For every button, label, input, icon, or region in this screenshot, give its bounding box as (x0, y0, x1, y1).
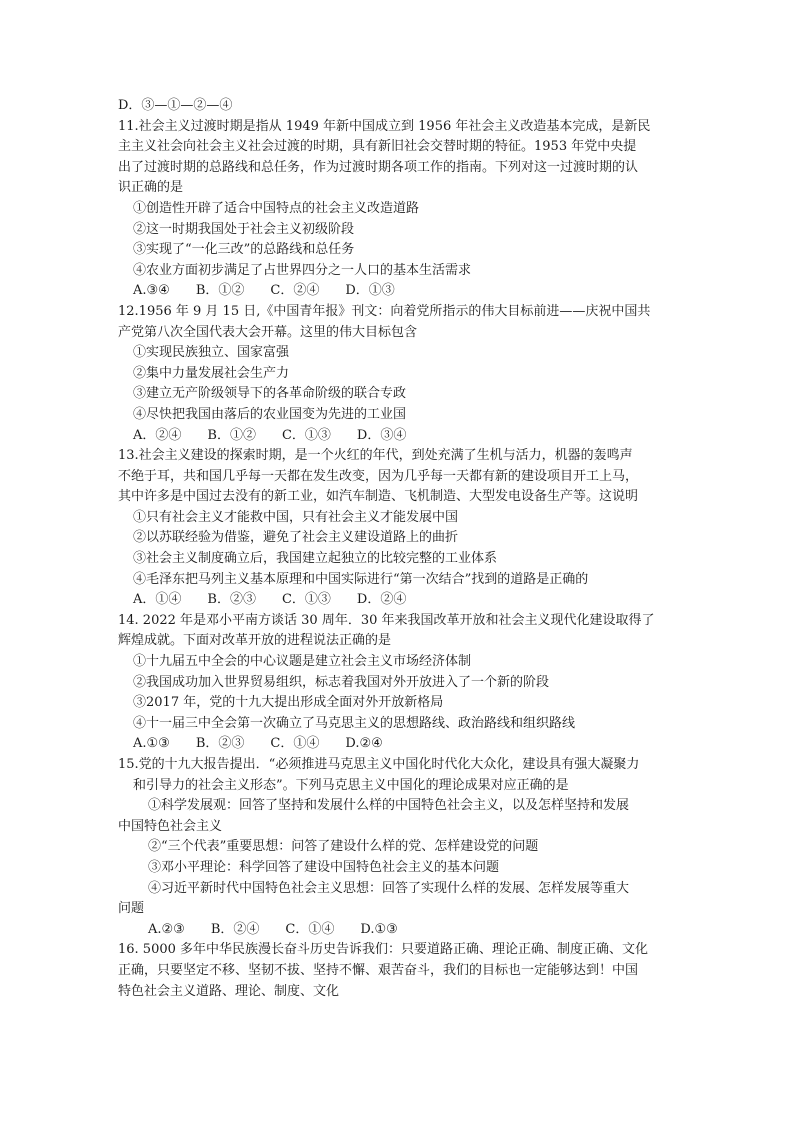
statement-item: ②以苏联经验为借鉴，避免了社会主义建设道路上的曲折 (133, 530, 459, 546)
previous-question-answer-tail: D．③—①—②—④ (118, 98, 233, 113)
question-stem-line: 主主义社会向社会主义社会过渡的时期，具有新旧社会交替时期的特征。1953 年党中央提 (118, 139, 637, 155)
option-c[interactable]: C．①④ (270, 736, 320, 752)
option-c[interactable]: C．②④ (270, 283, 320, 299)
statement-item: ②这一时期我国处于社会主义初级阶段 (133, 221, 355, 237)
answer-options (118, 734, 678, 755)
statement-item: ④尽快把我国由落后的农业国变为先进的工业国 (133, 406, 407, 422)
option-d[interactable]: D．③④ (356, 427, 407, 443)
question-stem-line: 11.社会主义过渡时期是指从 1949 年新中国成立到 1956 年社会主义改造基本完成，是新民 (118, 118, 651, 134)
statement-item: ④毛泽东把马列主义基本原理和中国实际进行“第一次结合”找到的道路是正确的 (133, 571, 589, 587)
statement-item: ③社会主义制度确立后，我国建立起独立的比较完整的工业体系 (133, 551, 498, 567)
option-d[interactable]: D．①③ (345, 283, 395, 299)
statement-item: ④十一届三中全会第一次确立了马克思主义的思想路线、政治路线和组织路线 (133, 715, 576, 731)
statement-item: ③建立无产阶级领导下的各革命阶级的联合专政 (133, 386, 407, 402)
statement-item: ①只有社会主义才能救中国，只有社会主义才能发展中国 (133, 509, 459, 525)
statement-item: ②我国成功加入世界贸易组织，标志着我国对外开放进入了一个新的阶段 (133, 674, 550, 690)
statement-item-continued: 中国特色社会主义 (118, 818, 223, 834)
option-b[interactable]: B．②③ (195, 736, 245, 752)
statement-item: ②集中力量发展社会生产力 (133, 365, 290, 381)
question-stem-line: 13.社会主义建设的探索时期，是一个火红的年代，到处充满了生机与活力，机器的轰鸣声 (118, 448, 633, 464)
statement-item: ④农业方面初步满足了占世界四分之一人口的基本生活需求 (133, 262, 472, 278)
statement-item: ①实现民族独立、国家富强 (133, 345, 290, 361)
question-stem-line: 14. 2022 年是邓小平南方谈话 30 周年．30 年来我国改革开放和社会主义现代化建设取得了 (118, 612, 655, 628)
statement-item: ①十九届五中全会的中心议题是建立社会主义市场经济体制 (133, 654, 472, 670)
statement-item: ④习近平新时代中国特色社会主义思想：回答了实现什么样的发展、怎样发展等重大 (148, 880, 630, 896)
option-a[interactable]: A．①④ (133, 592, 182, 608)
option-a[interactable]: A．②④ (133, 427, 182, 443)
option-a[interactable]: A.③④ (133, 283, 170, 299)
statement-item: ①创造性开辟了适合中国特点的社会主义改造道路 (133, 200, 420, 216)
option-c[interactable]: C．①③ (281, 592, 331, 608)
question-13 (118, 446, 678, 611)
option-b[interactable]: B．②③ (207, 592, 256, 608)
question-stem-line: 16. 5000 多年中华民族漫长奋斗历史告诉我们：只要道路正确、理论正确、制度正确、文化 (118, 942, 649, 958)
question-stem-line: 正确，只要坚定不移、坚韧不拔、坚持不懈、艰苦奋斗，我们的目标也一定能够达到！中国 (118, 962, 639, 978)
question-14 (118, 611, 678, 755)
statement-item: ③实现了“一化三改”的总路线和总任务 (133, 242, 355, 258)
statement-item-continued: 问题 (118, 901, 145, 917)
option-a[interactable]: A.②③ (148, 921, 185, 937)
option-a[interactable]: A.①③ (133, 736, 170, 752)
question-stem-line: 产党第八次全国代表大会开幕。这里的伟大目标包含 (118, 324, 418, 340)
option-d[interactable]: D.①③ (360, 921, 398, 937)
question-stem-line: 其中许多是中国过去没有的新工业，如汽车制造、飞机制造、大型发电设备生产等。这说明 (118, 489, 639, 505)
option-b[interactable]: B．②④ (210, 921, 260, 937)
exam-page (118, 96, 678, 1002)
statement-item: ③邓小平理论：科学回答了建设中国特色社会主义的基本问题 (148, 859, 500, 875)
question-stem-line: 出了过渡时期的总路线和总任务，作为过渡时期各项工作的指南。下列对这一过渡时期的认 (118, 159, 639, 175)
option-d[interactable]: D．②④ (356, 592, 407, 608)
question-stem-line: 不绝于耳，共和国几乎每一天都在发生改变，因为几乎每一天都有新的建设项目开工上马， (118, 468, 639, 484)
question-15 (118, 755, 678, 940)
option-b[interactable]: B．①② (207, 427, 256, 443)
statement-item: ②“三个代表”重要思想：问答了建设什么样的党、怎样建设党的问题 (148, 839, 539, 855)
answer-options (118, 590, 678, 611)
answer-options (118, 281, 678, 302)
option-d[interactable]: D.②④ (345, 736, 383, 752)
statement-item: ①科学发展观：回答了坚持和发展什么样的中国特色社会主义，以及怎样坚持和发展 (148, 798, 630, 814)
answer-options (118, 426, 678, 447)
question-stem-line: 识正确的是 (118, 180, 184, 196)
question-stem-line: 辉煌成就。下面对改革开放的进程说法正确的是 (118, 633, 392, 649)
question-12 (118, 302, 678, 446)
question-stem-line: 12.1956 年 9 月 15 日,《中国青年报》刊文：向着党所指示的伟大目标前进——庆祝中国共 (118, 303, 651, 319)
question-11 (118, 117, 678, 302)
question-stem-line: 15.党的十九大报告提出．“必须推进马克思主义中国化时代化大众化，建设具有强大凝聚力 (118, 757, 640, 772)
question-stem-line: 和引导力的社会主义形态”。下列马克思主义中国化的理论成果对应正确的是 (133, 777, 569, 793)
answer-options (118, 920, 678, 941)
question-stem-line: 特色社会主义道路、理论、制度、文化 (118, 983, 340, 999)
option-c[interactable]: C．①④ (285, 921, 335, 937)
question-16 (118, 940, 678, 1002)
option-b[interactable]: B．①② (195, 283, 245, 299)
option-c[interactable]: C．①③ (281, 427, 331, 443)
statement-item: ③2017 年，党的十九大提出形成全面对外开放新格局 (133, 695, 444, 711)
